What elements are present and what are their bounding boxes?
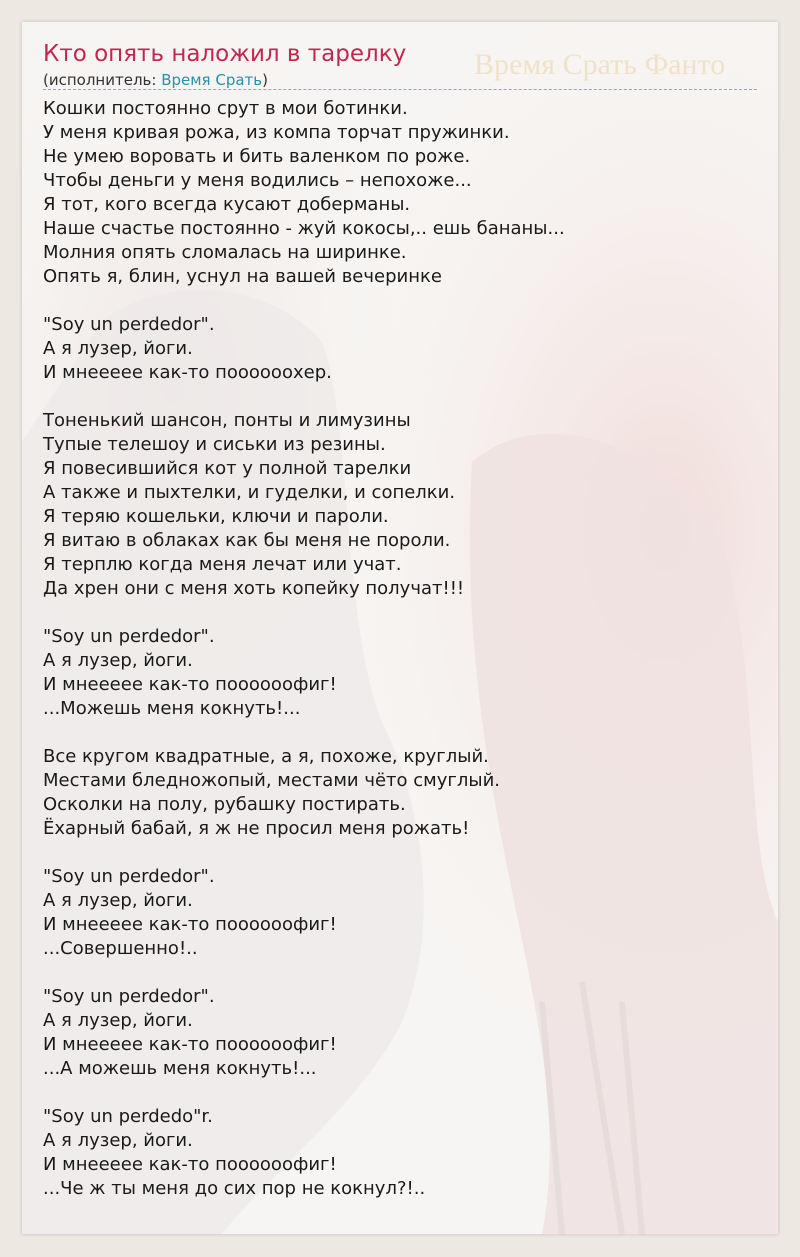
song-title: Кто опять наложил в тарелку [43,41,407,67]
lyric-line: И мнеееее как-то поооооофиг! [43,674,337,695]
artist-suffix: ) [262,71,268,89]
lyric-line: И мнеееее как-то поооооохер. [43,362,332,383]
lyric-line: А я лузер, йоги. [43,1010,193,1031]
lyric-line: А также и пыхтелки, и гуделки, и сопелки. [43,482,456,503]
lyric-line: Чтобы деньги у меня водились – непохоже... [43,170,472,191]
lyric-line: И мнеееее как-то поооооофиг! [43,1154,337,1175]
stanza-gap [43,841,757,865]
lyric-line: Я теряю кошельки, ключи и пароли. [43,506,389,527]
stanza-gap [43,601,757,625]
lyric-line: Не умею воровать и бить валенком по роже. [43,146,471,167]
artist-line [43,69,757,91]
lyrics-text [43,97,757,1201]
lyric-line: ...А можешь меня кокнуть!... [43,1058,317,1079]
lyric-line: Тупые телешоу и сиськи из резины. [43,434,386,455]
lyric-line: Я тот, кого всегда кусают доберманы. [43,194,411,215]
lyric-line: У меня кривая рожа, из компа торчат пружинки. [43,122,510,143]
lyric-line: Я витаю в облаках как бы меня не пороли. [43,530,451,551]
lyrics-content [43,40,757,1201]
stanza-gap [43,1081,757,1105]
lyric-line: "Soy un perdedor". [43,986,215,1007]
lyrics-card [22,22,778,1234]
lyric-line: Я повесившийся кот у полной тарелки [43,458,412,479]
lyric-line: Опять я, блин, уснул на вашей вечеринке [43,266,442,287]
stanza-gap [43,961,757,985]
lyric-line: "Soy un perdedor". [43,866,215,887]
lyric-line: Все кругом квадратные, а я, похоже, круглый. [43,746,489,767]
artist-link[interactable]: Время Срать [161,71,263,89]
lyric-line: Кошки постоянно срут в мои ботинки. [43,98,408,119]
lyric-line: Да хрен они с меня хоть копейку получат!!! [43,578,465,599]
lyric-line: Ёхарный бабай, я ж не просил меня рожать! [43,818,470,839]
lyric-line: А я лузер, йоги. [43,338,193,359]
stanza-gap [43,385,757,409]
lyric-line: ...Можешь меня кокнуть!... [43,698,301,719]
lyric-line: Тоненький шансон, понты и лимузины [43,410,411,431]
lyric-line: И мнеееее как-то поооооофиг! [43,1034,337,1055]
stanza-gap [43,721,757,745]
lyric-line: "Soy un perdedor". [43,314,215,335]
lyric-line: Молния опять сломалась на ширинке. [43,242,407,263]
artist-prefix: (исполнитель: [43,71,162,89]
lyric-line: А я лузер, йоги. [43,650,193,671]
lyric-line: Осколки на полу, рубашку постирать. [43,794,406,815]
lyric-line: ...Совершенно!.. [43,938,198,959]
lyric-line: Я терплю когда меня лечат или учат. [43,554,402,575]
lyric-line: Наше счастье постоянно - жуй кокосы,.. ешь бананы... [43,218,565,239]
lyric-line: "Soy un perdedor". [43,626,215,647]
lyric-line: ...Че ж ты меня до сих пор не кокнул?!.. [43,1178,426,1199]
lyric-line: И мнеееее как-то поооооофиг! [43,914,337,935]
lyric-line: "Soy un perdedo"r. [43,1106,213,1127]
stanza-gap [43,289,757,313]
lyric-line: Местами бледножопый, местами чёто смуглый. [43,770,500,791]
lyric-line: А я лузер, йоги. [43,1130,193,1151]
background-watermark-text: Время Срать Фанто [474,48,726,81]
lyric-line: А я лузер, йоги. [43,890,193,911]
